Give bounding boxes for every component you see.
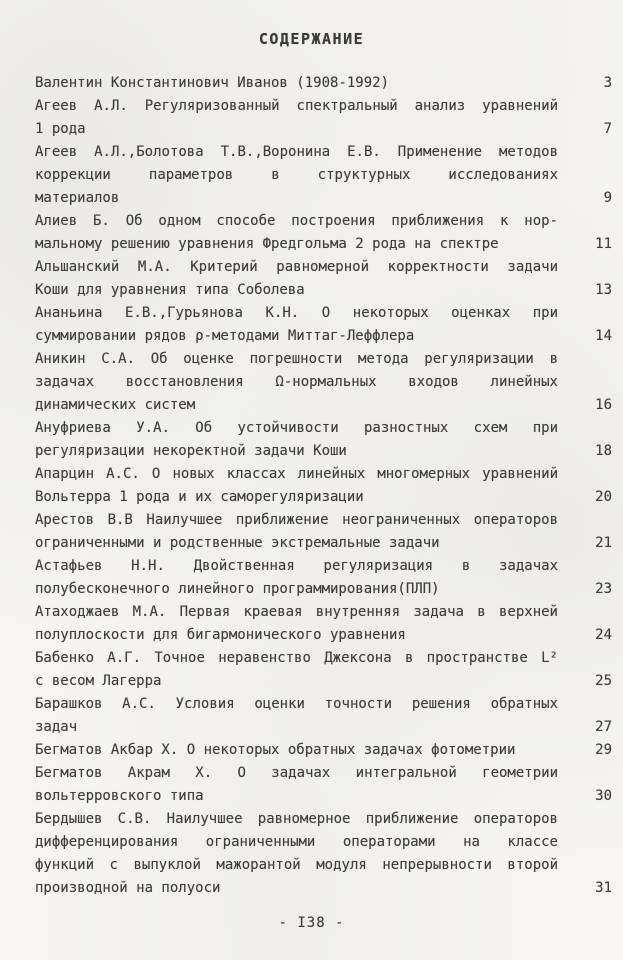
toc-line <box>35 236 612 259</box>
toc-entry-text: материалов <box>35 190 120 206</box>
toc-entry-text: 1 рода <box>35 121 86 137</box>
toc-entry-text: дифференцирования ограниченными операторами на классе <box>35 834 558 850</box>
toc-line <box>35 466 612 489</box>
toc-line <box>35 535 612 558</box>
toc-line <box>35 75 612 98</box>
toc-entry-text: Бегматов Акбар Х. О некоторых обратных задачах фотометрии <box>35 742 516 758</box>
toc-entry-text: функций с выпуклой мажорантой модуля непрерывности второй <box>35 857 558 873</box>
toc-line <box>35 282 612 305</box>
toc-entry-text: Апарцин А.С. О новых классах линейных многомерных уравнений <box>35 466 558 482</box>
page-number-footer: - I38 - <box>278 915 345 931</box>
toc-entry-text: Бердышев С.В. Наилучшее равномерное приближение операторов <box>35 811 558 827</box>
toc-entry-text: Валентин Константинович Иванов (1908-1992) <box>35 75 390 91</box>
toc-list <box>35 75 612 903</box>
toc-entry-text: Арестов В.В Наилучшее приближение неограниченных операторов <box>35 512 558 528</box>
toc-line <box>35 857 612 880</box>
toc-line <box>35 811 612 834</box>
toc-line <box>35 351 612 374</box>
toc-line <box>35 420 612 443</box>
toc-entry-text: Бегматов Акрам Х. О задачах интегральной геометрии <box>35 765 558 781</box>
toc-line <box>35 581 612 604</box>
toc-line <box>35 259 612 282</box>
toc-line <box>35 834 612 857</box>
toc-entry-text: Агеев А.Л.,Болотова Т.В.,Воронина Е.В. Применение методов <box>35 144 558 160</box>
toc-entry-text: вольтерровского типа <box>35 788 204 804</box>
toc-page-number: 13 <box>595 282 612 298</box>
toc-line <box>35 742 612 765</box>
page-title: СОДЕРЖАНИЕ <box>258 30 365 48</box>
toc-page-number: 20 <box>595 489 612 505</box>
toc-line <box>35 719 612 742</box>
toc-line <box>35 144 612 167</box>
toc-line <box>35 489 612 512</box>
toc-page-number: 29 <box>595 742 612 758</box>
toc-page-number: 14 <box>595 328 612 344</box>
toc-page-number: 18 <box>595 443 612 459</box>
toc-page-number: 7 <box>603 121 612 137</box>
toc-entry-text: Ануфриева У.А. Об устойчивости разностных схем при <box>35 420 558 436</box>
toc-line <box>35 374 612 397</box>
toc-entry-text: регуляризации некоректной задачи Коши <box>35 443 347 459</box>
toc-entry-text: Коши для уравнения типа Соболева <box>35 282 305 298</box>
toc-entry-text: коррекции параметров в структурных исследованиях <box>35 167 558 183</box>
toc-line <box>35 121 612 144</box>
toc-page-number: 16 <box>595 397 612 413</box>
toc-entry-text: Атаходжаев М.А. Первая краевая внутренняя задача в верхней <box>35 604 558 620</box>
toc-line <box>35 190 612 213</box>
toc-entry-text: динамических систем <box>35 397 196 413</box>
toc-line <box>35 765 612 788</box>
toc-entry-text: Аникин С.А. Об оценке погрешности метода регуляризации в <box>35 351 558 367</box>
toc-page-number: 24 <box>595 627 612 643</box>
toc-entry-text: задачах восстановления Ω-нормальных входов линейных <box>35 374 558 390</box>
toc-line <box>35 880 612 903</box>
toc-line <box>35 305 612 328</box>
toc-page-number: 23 <box>595 581 612 597</box>
toc-page-number: 27 <box>595 719 612 735</box>
toc-line <box>35 512 612 535</box>
toc-entry-text: ограниченными и родственные экстремальные задачи <box>35 535 440 551</box>
toc-entry-text: Агеев А.Л. Регуляризованный спектральный анализ уравнений <box>35 98 558 114</box>
toc-line <box>35 443 612 466</box>
toc-page-number: 30 <box>595 788 612 804</box>
toc-entry-text: Альшанский М.А. Критерий равномерной корректности задачи <box>35 259 558 275</box>
toc-line <box>35 627 612 650</box>
toc-entry-text: Ананьина Е.В.,Гурьянова К.Н. О некоторых оценках при <box>35 305 558 321</box>
toc-page-number: 31 <box>595 880 612 896</box>
toc-entry-text: суммировании рядов ρ-методами Миттаг-Леффлера <box>35 328 415 344</box>
toc-page-number: 3 <box>603 75 612 91</box>
toc-entry-text: полуплоскости для бигармонического уравнения <box>35 627 406 643</box>
toc-entry-text: Барашков А.С. Условия оценки точности решения обратных <box>35 696 558 712</box>
toc-entry-text: Бабенко А.Г. Точное неравенство Джексона в пространстве L² <box>35 650 558 666</box>
toc-entry-text: с весом Лагерра <box>35 673 162 689</box>
toc-entry-text: Алиев Б. Об одном способе построения приближения к нор- <box>35 213 558 229</box>
toc-line <box>35 213 612 236</box>
toc-line <box>35 328 612 351</box>
toc-line <box>35 558 612 581</box>
toc-entry-text: полубесконечного линейного программирования(ПЛП) <box>35 581 440 597</box>
toc-line <box>35 696 612 719</box>
toc-line <box>35 604 612 627</box>
toc-line <box>35 673 612 696</box>
toc-page-number: 9 <box>603 190 612 206</box>
toc-line <box>35 788 612 811</box>
toc-page-number: 25 <box>595 673 612 689</box>
toc-entry-text: Вольтерра 1 рода и их саморегуляризации <box>35 489 364 505</box>
toc-entry-text: Астафьев Н.Н. Двойственная регуляризация в задачах <box>35 558 558 574</box>
toc-line <box>35 650 612 673</box>
toc-line <box>35 397 612 420</box>
toc-line <box>35 98 612 121</box>
toc-page-number: 21 <box>595 535 612 551</box>
toc-page-number: 11 <box>595 236 612 252</box>
toc-entry-text: производной на полуоси <box>35 880 221 896</box>
toc-line <box>35 167 612 190</box>
toc-entry-text: мальному решению уравнения Фредгольма 2 рода на спектре <box>35 236 499 252</box>
toc-entry-text: задач <box>35 719 78 735</box>
